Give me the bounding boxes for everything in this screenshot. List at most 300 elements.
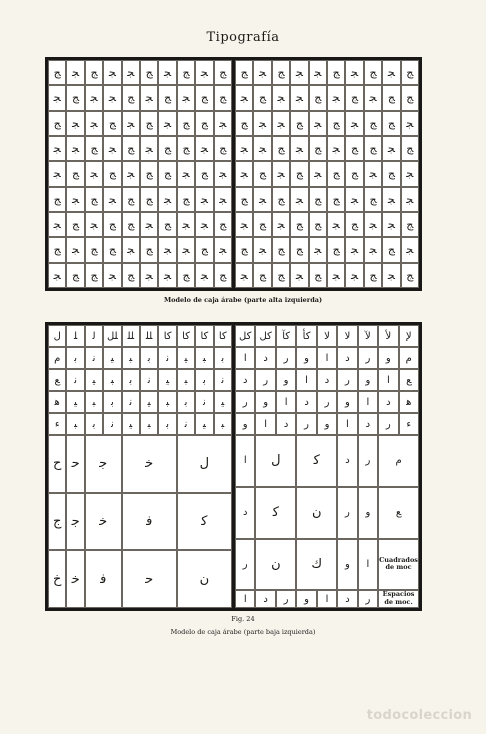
type-compartment: ﺞ [327, 161, 345, 186]
type-compartment: ﺍ [255, 413, 275, 435]
type-compartment: ﺣ [66, 435, 84, 493]
type-compartment: ﺍ [276, 391, 296, 413]
type-compartment: ﺞ [122, 187, 140, 212]
type-compartment: ﺠ [158, 60, 176, 85]
type-compartment: ﺞ [290, 111, 308, 136]
type-compartment: ﺟ [85, 435, 122, 493]
type-compartment: ﺍ [337, 413, 357, 435]
type-compartment: ﺞ [382, 111, 400, 136]
type-compartment: ﺠ [345, 187, 363, 212]
type-compartment: ﺞ [382, 85, 400, 110]
type-compartment: ﻭ [378, 347, 398, 369]
type-compartment: ﺍ [317, 590, 337, 608]
type-compartment: ﺠ [290, 187, 308, 212]
caption-upper: Modelo de caja árabe (parte alta izquierda) [163, 296, 323, 304]
type-compartment: ﺠ [85, 85, 103, 110]
type-compartment: ﺍ [235, 435, 255, 487]
type-compartment: ﺑ [122, 369, 140, 391]
type-compartment: ﺞ [177, 263, 195, 288]
type-compartment: ﻴ [122, 413, 140, 435]
type-compartment: ﺒ [66, 413, 84, 435]
type-compartment: ﺠ [122, 237, 140, 262]
type-compartment: ﺠ [140, 136, 158, 161]
type-case-upper [45, 57, 422, 291]
type-compartment: ﺞ [364, 187, 382, 212]
type-compartment: ﻡ [378, 435, 419, 487]
type-compartment: ﺞ [364, 111, 382, 136]
type-compartment: ﺠ [290, 85, 308, 110]
type-compartment: ﻛ [255, 487, 296, 539]
type-compartment: ﻛﺂ [276, 325, 296, 347]
type-compartment: ﺠ [140, 263, 158, 288]
type-compartment: ﺞ [85, 60, 103, 85]
type-compartment: ﺒ [140, 413, 158, 435]
type-compartment: ﺠ [309, 237, 327, 262]
type-compartment: ﺠ [177, 212, 195, 237]
type-compartment: ﺞ [66, 263, 84, 288]
type-compartment: ﺑ [85, 413, 103, 435]
type-compartment: ﺠ [364, 237, 382, 262]
type-compartment: ﺧ [66, 550, 84, 608]
type-compartment: ﺭ [358, 347, 378, 369]
type-compartment: ﺭ [358, 435, 378, 487]
type-compartment: ﺞ [364, 136, 382, 161]
page-title: Tipografía [206, 30, 280, 45]
type-compartment: ﺞ [158, 161, 176, 186]
type-compartment: ﺩ [296, 391, 316, 413]
type-compartment: ﻛﺎ [195, 325, 213, 347]
type-compartment: ﺭ [378, 413, 398, 435]
watermark: todocoleccion [366, 708, 472, 723]
type-compartment: ﺞ [195, 85, 213, 110]
type-compartment: ﺞ [364, 60, 382, 85]
type-compartment: ﺞ [345, 161, 363, 186]
type-compartment: ﻻ [317, 325, 337, 347]
type-compartment: ﺠ [48, 136, 66, 161]
type-compartment: ﺀ [399, 413, 419, 435]
type-compartment: ﺩ [255, 590, 275, 608]
type-compartment: ﺭ [276, 347, 296, 369]
figure-label: Fig. 24 [231, 615, 255, 623]
type-compartment: ﺩ [255, 347, 275, 369]
type-compartment: ﺠ [214, 187, 232, 212]
type-compartment: ﺍ [317, 347, 337, 369]
type-compartment: ﺞ [48, 237, 66, 262]
type-compartment: ﺒ [158, 391, 176, 413]
type-compartment: ﻴ [85, 369, 103, 391]
type-compartment: ﻫ [48, 391, 66, 413]
type-compartment: ﺞ [66, 85, 84, 110]
type-compartment: ﺞ [177, 187, 195, 212]
type-compartment: ﺞ [122, 212, 140, 237]
type-compartment: ﺞ [309, 136, 327, 161]
type-compartment: ﺞ [345, 136, 363, 161]
lower-case-right-half [235, 325, 419, 608]
type-compartment: ﻭ [296, 347, 316, 369]
type-compartment: ﺠ [66, 237, 84, 262]
type-compartment: ﺞ [309, 85, 327, 110]
type-compartment: ﺠ [364, 85, 382, 110]
type-compartment: ﺞ [290, 161, 308, 186]
type-compartment: ﻭ [358, 487, 378, 539]
type-compartment: ﺩ [337, 347, 357, 369]
type-compartment: ﻙ [296, 539, 337, 591]
type-compartment: ﺠ [364, 212, 382, 237]
type-compartment: ﺞ [272, 263, 290, 288]
type-compartment: ﺞ [140, 111, 158, 136]
type-compartment: ﺞ [85, 136, 103, 161]
type-compartment: ﺞ [309, 187, 327, 212]
type-compartment: ﻧ [85, 347, 103, 369]
type-compartment: ﺑ [140, 347, 158, 369]
type-compartment: ﺠ [345, 60, 363, 85]
type-compartment: ﺞ [214, 85, 232, 110]
type-compartment: ﺞ [214, 263, 232, 288]
type-compartment: ﻓ [85, 550, 122, 608]
type-compartment: ﻷ [378, 325, 398, 347]
type-compartment: ﻝ [48, 325, 66, 347]
type-compartment: ﻥ [177, 550, 232, 608]
type-compartment: ﺠ [214, 111, 232, 136]
type-compartment: ﺞ [122, 136, 140, 161]
type-compartment: ﺠ [140, 212, 158, 237]
type-compartment: ﺠ [48, 161, 66, 186]
type-compartment: ﺞ [177, 60, 195, 85]
cuadrados-label: Cuadrados de moc [378, 539, 419, 591]
type-compartment: ﺞ [103, 161, 121, 186]
type-compartment: ﻴ [158, 369, 176, 391]
type-compartment: ﺞ [272, 136, 290, 161]
type-compartment: ﺧ [85, 493, 122, 551]
type-compartment: ﺞ [140, 237, 158, 262]
type-compartment: ﺞ [122, 85, 140, 110]
type-compartment: ﺒ [122, 347, 140, 369]
caption-lower: Modelo de caja árabe (parte baja izquierda) [170, 628, 316, 636]
type-compartment: ﺠ [103, 136, 121, 161]
type-compartment: ﻓ [122, 493, 177, 551]
type-compartment: ﺠ [364, 161, 382, 186]
type-compartment: ﺞ [85, 263, 103, 288]
type-compartment: ﺞ [158, 85, 176, 110]
type-compartment: ﺠ [309, 161, 327, 186]
type-compartment: ﺩ [235, 369, 255, 391]
type-compartment: ﻴ [177, 347, 195, 369]
type-compartment: ﺒ [85, 391, 103, 413]
type-compartment: ﺩ [337, 590, 357, 608]
type-compartment: ﺞ [85, 237, 103, 262]
type-compartment: ﻛ [177, 493, 232, 551]
type-compartment: ﺞ [401, 263, 419, 288]
type-compartment: ﻴ [66, 391, 84, 413]
type-compartment: ﺭ [337, 487, 357, 539]
type-compartment: ﺠ [401, 187, 419, 212]
type-compartment: ﺠ [235, 161, 253, 186]
type-compartment: ﻛﺄ [296, 325, 316, 347]
type-compartment: ﻭ [317, 413, 337, 435]
type-compartment: ﻴ [195, 413, 213, 435]
type-compartment: ﺑ [158, 413, 176, 435]
type-compartment: ﺠ [382, 136, 400, 161]
type-compartment: ﻭ [337, 391, 357, 413]
type-compartment: ﺠ [235, 263, 253, 288]
type-compartment: ﺞ [235, 187, 253, 212]
type-compartment: ﺠ [103, 60, 121, 85]
type-compartment: ﺞ [309, 263, 327, 288]
type-compartment: ﺞ [327, 237, 345, 262]
type-compartment: ﺞ [48, 111, 66, 136]
type-compartment: ﺞ [177, 136, 195, 161]
type-compartment: ﺠ [85, 111, 103, 136]
type-compartment: ﺞ [48, 60, 66, 85]
type-compartment: ﺞ [309, 212, 327, 237]
type-compartment: ﻴ [103, 347, 121, 369]
type-compartment: ﺞ [253, 263, 271, 288]
type-compartment: ﺞ [327, 111, 345, 136]
type-compartment: ﻧ [122, 391, 140, 413]
type-compartment: ﺧ [122, 435, 177, 493]
type-compartment: ﻠﻠ [140, 325, 158, 347]
type-compartment: ﻥ [296, 487, 337, 539]
type-compartment: ﻭ [358, 369, 378, 391]
type-compartment: ﺞ [214, 60, 232, 85]
type-compartment: ﺠ [345, 263, 363, 288]
type-compartment: ﺠ [122, 60, 140, 85]
type-compartment: ﺞ [140, 161, 158, 186]
type-compartment: ﺠ [309, 60, 327, 85]
type-compartment: ﻛﻞ [255, 325, 275, 347]
type-compartment: ﺠ [103, 85, 121, 110]
type-compartment: ﻛﺎ [177, 325, 195, 347]
type-compartment: ﻊ [399, 369, 419, 391]
type-compartment: ﺞ [364, 263, 382, 288]
type-compartment: ﻭ [276, 369, 296, 391]
type-compartment: ﺩ [317, 369, 337, 391]
type-compartment: ﺠ [382, 263, 400, 288]
type-compartment: ﺑ [66, 347, 84, 369]
type-compartment: ﻭ [255, 391, 275, 413]
type-compartment: ﺠ [195, 212, 213, 237]
type-compartment: ﺞ [253, 161, 271, 186]
type-compartment: ﺠ [272, 161, 290, 186]
type-compartment: ﺥ [48, 550, 66, 608]
type-compartment: ﺞ [253, 85, 271, 110]
type-compartment: ﺠ [140, 85, 158, 110]
type-compartment: ﻛﺎ [158, 325, 176, 347]
type-compartment: ﺠ [122, 111, 140, 136]
type-compartment: ﺠ [48, 212, 66, 237]
type-compartment: ﺠ [195, 60, 213, 85]
type-compartment: ﺞ [401, 136, 419, 161]
espacios-label: Espacios de moc. [378, 590, 419, 608]
type-compartment: ﻛﺎ [214, 325, 232, 347]
type-compartment: ﻭ [337, 539, 357, 591]
type-compartment: ﺞ [195, 111, 213, 136]
type-compartment: ﺠ [290, 136, 308, 161]
type-compartment: ﻠﻞ [103, 325, 121, 347]
type-compartment: ﺠ [327, 212, 345, 237]
type-compartment: ﺠ [158, 111, 176, 136]
type-compartment: ﺞ [66, 212, 84, 237]
type-compartment: ﺞ [214, 136, 232, 161]
type-compartment: ﺞ [103, 237, 121, 262]
type-compartment: ﺞ [235, 60, 253, 85]
type-compartment: ﻧ [177, 413, 195, 435]
type-compartment: ﺟ [66, 493, 84, 551]
type-compartment: ﻹ [399, 325, 419, 347]
type-compartment: ﺠ [66, 187, 84, 212]
type-compartment: ﺠ [401, 111, 419, 136]
type-compartment: ﺠ [48, 85, 66, 110]
type-compartment: ﺠ [345, 111, 363, 136]
type-compartment: ﺍ [358, 539, 378, 591]
type-compartment: ﺭ [358, 590, 378, 608]
type-compartment: ﻠ [66, 325, 84, 347]
type-compartment: ﺠ [158, 263, 176, 288]
type-compartment: ﻡ [399, 347, 419, 369]
type-compartment: ﻭ [296, 590, 316, 608]
type-compartment: ﺞ [253, 212, 271, 237]
type-compartment: ﺞ [345, 85, 363, 110]
type-compartment: ﺠ [158, 237, 176, 262]
type-compartment: ﺠ [382, 187, 400, 212]
type-compartment: ﺠ [345, 237, 363, 262]
type-compartment: ﺠ [214, 237, 232, 262]
type-compartment: ﺞ [195, 161, 213, 186]
type-compartment: ﺠ [235, 212, 253, 237]
type-compartment: ﻧ [158, 347, 176, 369]
type-compartment: ﺒ [103, 369, 121, 391]
type-compartment: ﺞ [158, 136, 176, 161]
type-compartment: ﺞ [401, 60, 419, 85]
upper-case-left-half [48, 60, 235, 288]
type-compartment: ﺠ [103, 263, 121, 288]
type-compartment: ﺞ [290, 237, 308, 262]
type-compartment: ﻧ [195, 391, 213, 413]
type-compartment: ﺞ [290, 212, 308, 237]
type-compartment: ﺠ [235, 136, 253, 161]
type-compartment: ﺠ [401, 237, 419, 262]
type-compartment: ﺭ [296, 413, 316, 435]
type-compartment: ﺠ [48, 263, 66, 288]
type-compartment: ﺒ [177, 369, 195, 391]
upper-case-right-half [235, 60, 419, 288]
type-compartment: ﺠ [214, 161, 232, 186]
type-compartment: ﺍ [235, 590, 255, 608]
type-compartment: ﺠ [195, 187, 213, 212]
type-compartment: ﺞ [272, 237, 290, 262]
type-compartment: ﺠ [309, 111, 327, 136]
type-compartment: ﺡ [48, 435, 66, 493]
type-compartment: ﻧ [66, 369, 84, 391]
type-compartment: ﺞ [235, 111, 253, 136]
type-compartment: ﺞ [345, 212, 363, 237]
type-compartment: ﺩ [358, 413, 378, 435]
type-compartment: ﺩ [378, 391, 398, 413]
type-compartment: ﻝ [255, 435, 296, 487]
type-compartment: ﺠ [85, 212, 103, 237]
type-compartment: ﻧ [140, 369, 158, 391]
type-compartment: ﺑ [214, 347, 232, 369]
type-compartment: ﻧ [214, 369, 232, 391]
type-compartment: ﺞ [103, 111, 121, 136]
type-compartment: ﺠ [327, 85, 345, 110]
type-compartment: ﺠ [177, 161, 195, 186]
type-compartment: ﻴ [140, 391, 158, 413]
type-compartment: ﺀ [48, 413, 66, 435]
type-compartment: ﻻ [337, 325, 357, 347]
type-compartment: ﺑ [103, 391, 121, 413]
type-compartment: ﺞ [158, 212, 176, 237]
type-compartment: ﺠ [272, 111, 290, 136]
type-compartment: ﺞ [177, 111, 195, 136]
type-compartment: ﺭ [276, 590, 296, 608]
type-compartment: ﺞ [382, 161, 400, 186]
type-compartment: ﺣ [122, 550, 177, 608]
type-compartment: ﺠ [195, 263, 213, 288]
type-compartment: ﺑ [195, 369, 213, 391]
type-compartment: ﺠ [158, 187, 176, 212]
type-compartment: ﺭ [317, 391, 337, 413]
type-compartment: ﺞ [214, 212, 232, 237]
type-compartment: ﺠ [272, 212, 290, 237]
type-compartment: ﺠ [290, 60, 308, 85]
type-compartment: ﺞ [235, 237, 253, 262]
type-compartment: ﺑ [177, 391, 195, 413]
lower-case-left-half [48, 325, 235, 608]
type-compartment: ﺞ [382, 237, 400, 262]
type-compartment: ﺠ [177, 237, 195, 262]
type-compartment: ﺞ [66, 161, 84, 186]
type-compartment: ﺠ [382, 212, 400, 237]
type-compartment: ﻴ [214, 391, 232, 413]
type-compartment: ﺠ [66, 111, 84, 136]
type-compartment: ﺠ [290, 263, 308, 288]
type-compartment: ﺩ [235, 487, 255, 539]
type-compartment: ﻧ [103, 413, 121, 435]
type-compartment: ﺠ [66, 60, 84, 85]
type-compartment: ﻟ [85, 325, 103, 347]
type-compartment: ﻥ [255, 539, 296, 591]
type-compartment: ﻫ [399, 391, 419, 413]
type-compartment: ﻵ [358, 325, 378, 347]
type-compartment: ﺠ [253, 60, 271, 85]
type-compartment: ﺩ [337, 435, 357, 487]
type-compartment: ﺞ [401, 212, 419, 237]
type-compartment: ﺞ [327, 60, 345, 85]
type-compartment: ﺠ [327, 263, 345, 288]
type-compartment: ﺍ [358, 391, 378, 413]
type-compartment: ﺠ [177, 85, 195, 110]
type-compartment: ﺠ [195, 136, 213, 161]
type-compartment: ﺒ [195, 347, 213, 369]
type-compartment: ﺠ [401, 161, 419, 186]
type-compartment: ﺠ [122, 161, 140, 186]
type-compartment: ﺠ [85, 161, 103, 186]
type-compartment: ﻭ [235, 413, 255, 435]
type-compartment: ﻡ [48, 347, 66, 369]
type-compartment: ﺞ [140, 187, 158, 212]
type-compartment: ﺠ [253, 237, 271, 262]
type-compartment: ﺞ [401, 85, 419, 110]
type-compartment: ﺠ [327, 136, 345, 161]
type-compartment: ﺍ [378, 369, 398, 391]
type-compartment: ﺍ [296, 369, 316, 391]
type-compartment: ﺒ [214, 413, 232, 435]
type-compartment: ﺝ [48, 493, 66, 551]
type-compartment: ﻝ [177, 435, 232, 493]
type-compartment: ﺞ [195, 237, 213, 262]
type-compartment: ﺍ [235, 347, 255, 369]
